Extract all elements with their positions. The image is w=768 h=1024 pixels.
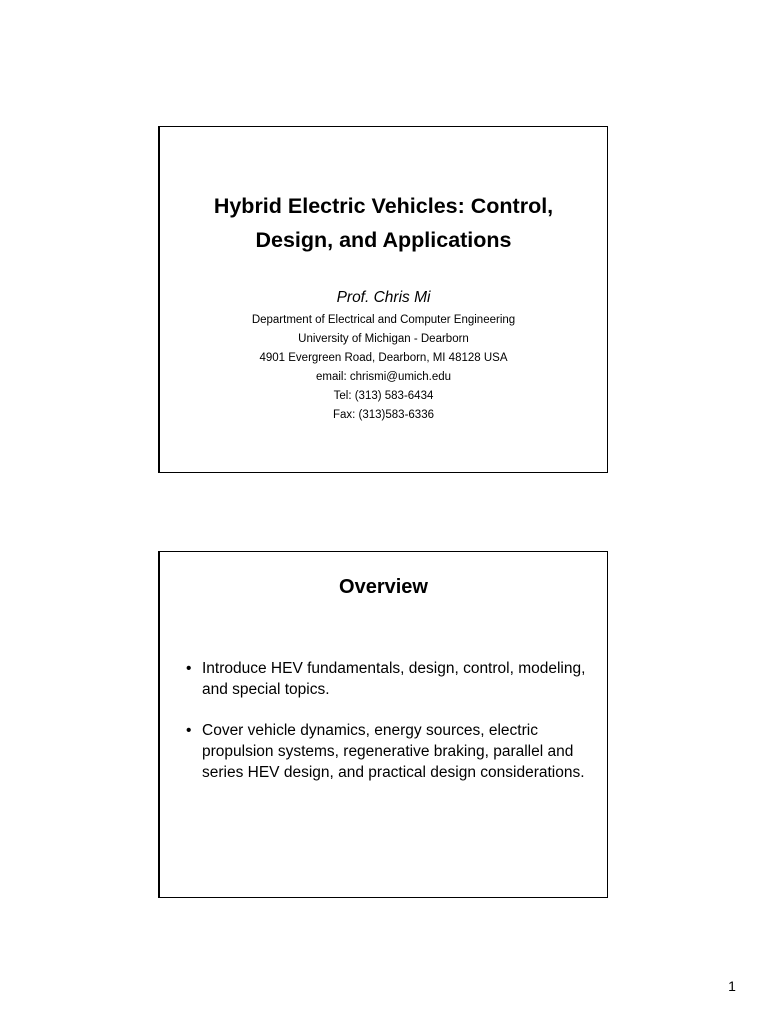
telephone-line: Tel: (313) 583-6434 [333, 390, 434, 402]
bullet-list [186, 658, 587, 803]
overview-slide [158, 551, 608, 898]
address-line: 4901 Evergreen Road, Dearborn, MI 48128 USA [259, 352, 508, 364]
slide-title-line-1: Hybrid Electric Vehicles: Control, [213, 194, 554, 218]
slide-title-line-2: Design, and Applications [255, 228, 512, 252]
bullet-text: Introduce HEV fundamentals, design, control, modeling, and special topics. [202, 660, 586, 698]
title-slide [158, 126, 608, 473]
bullet-item [186, 720, 587, 783]
slide-title [160, 189, 607, 257]
bullet-text: Cover vehicle dynamics, energy sources, electric propulsion systems, regenerative braking, parallel and series HEV design, and practical design considerations. [202, 722, 585, 781]
author-contact-info [160, 311, 607, 425]
page-number: 1 [728, 978, 736, 994]
email-line: email: chrismi@umich.edu [315, 371, 452, 383]
department-line: Department of Electrical and Computer Engineering [251, 314, 516, 326]
bullet-item [186, 658, 587, 700]
author-name: Prof. Chris Mi [336, 289, 431, 306]
bullet-icon: • [186, 660, 192, 677]
bullet-icon: • [186, 722, 192, 739]
university-line: University of Michigan - Dearborn [298, 333, 469, 345]
fax-line: Fax: (313)583-6336 [332, 409, 434, 421]
slide-title: Overview [339, 576, 428, 598]
